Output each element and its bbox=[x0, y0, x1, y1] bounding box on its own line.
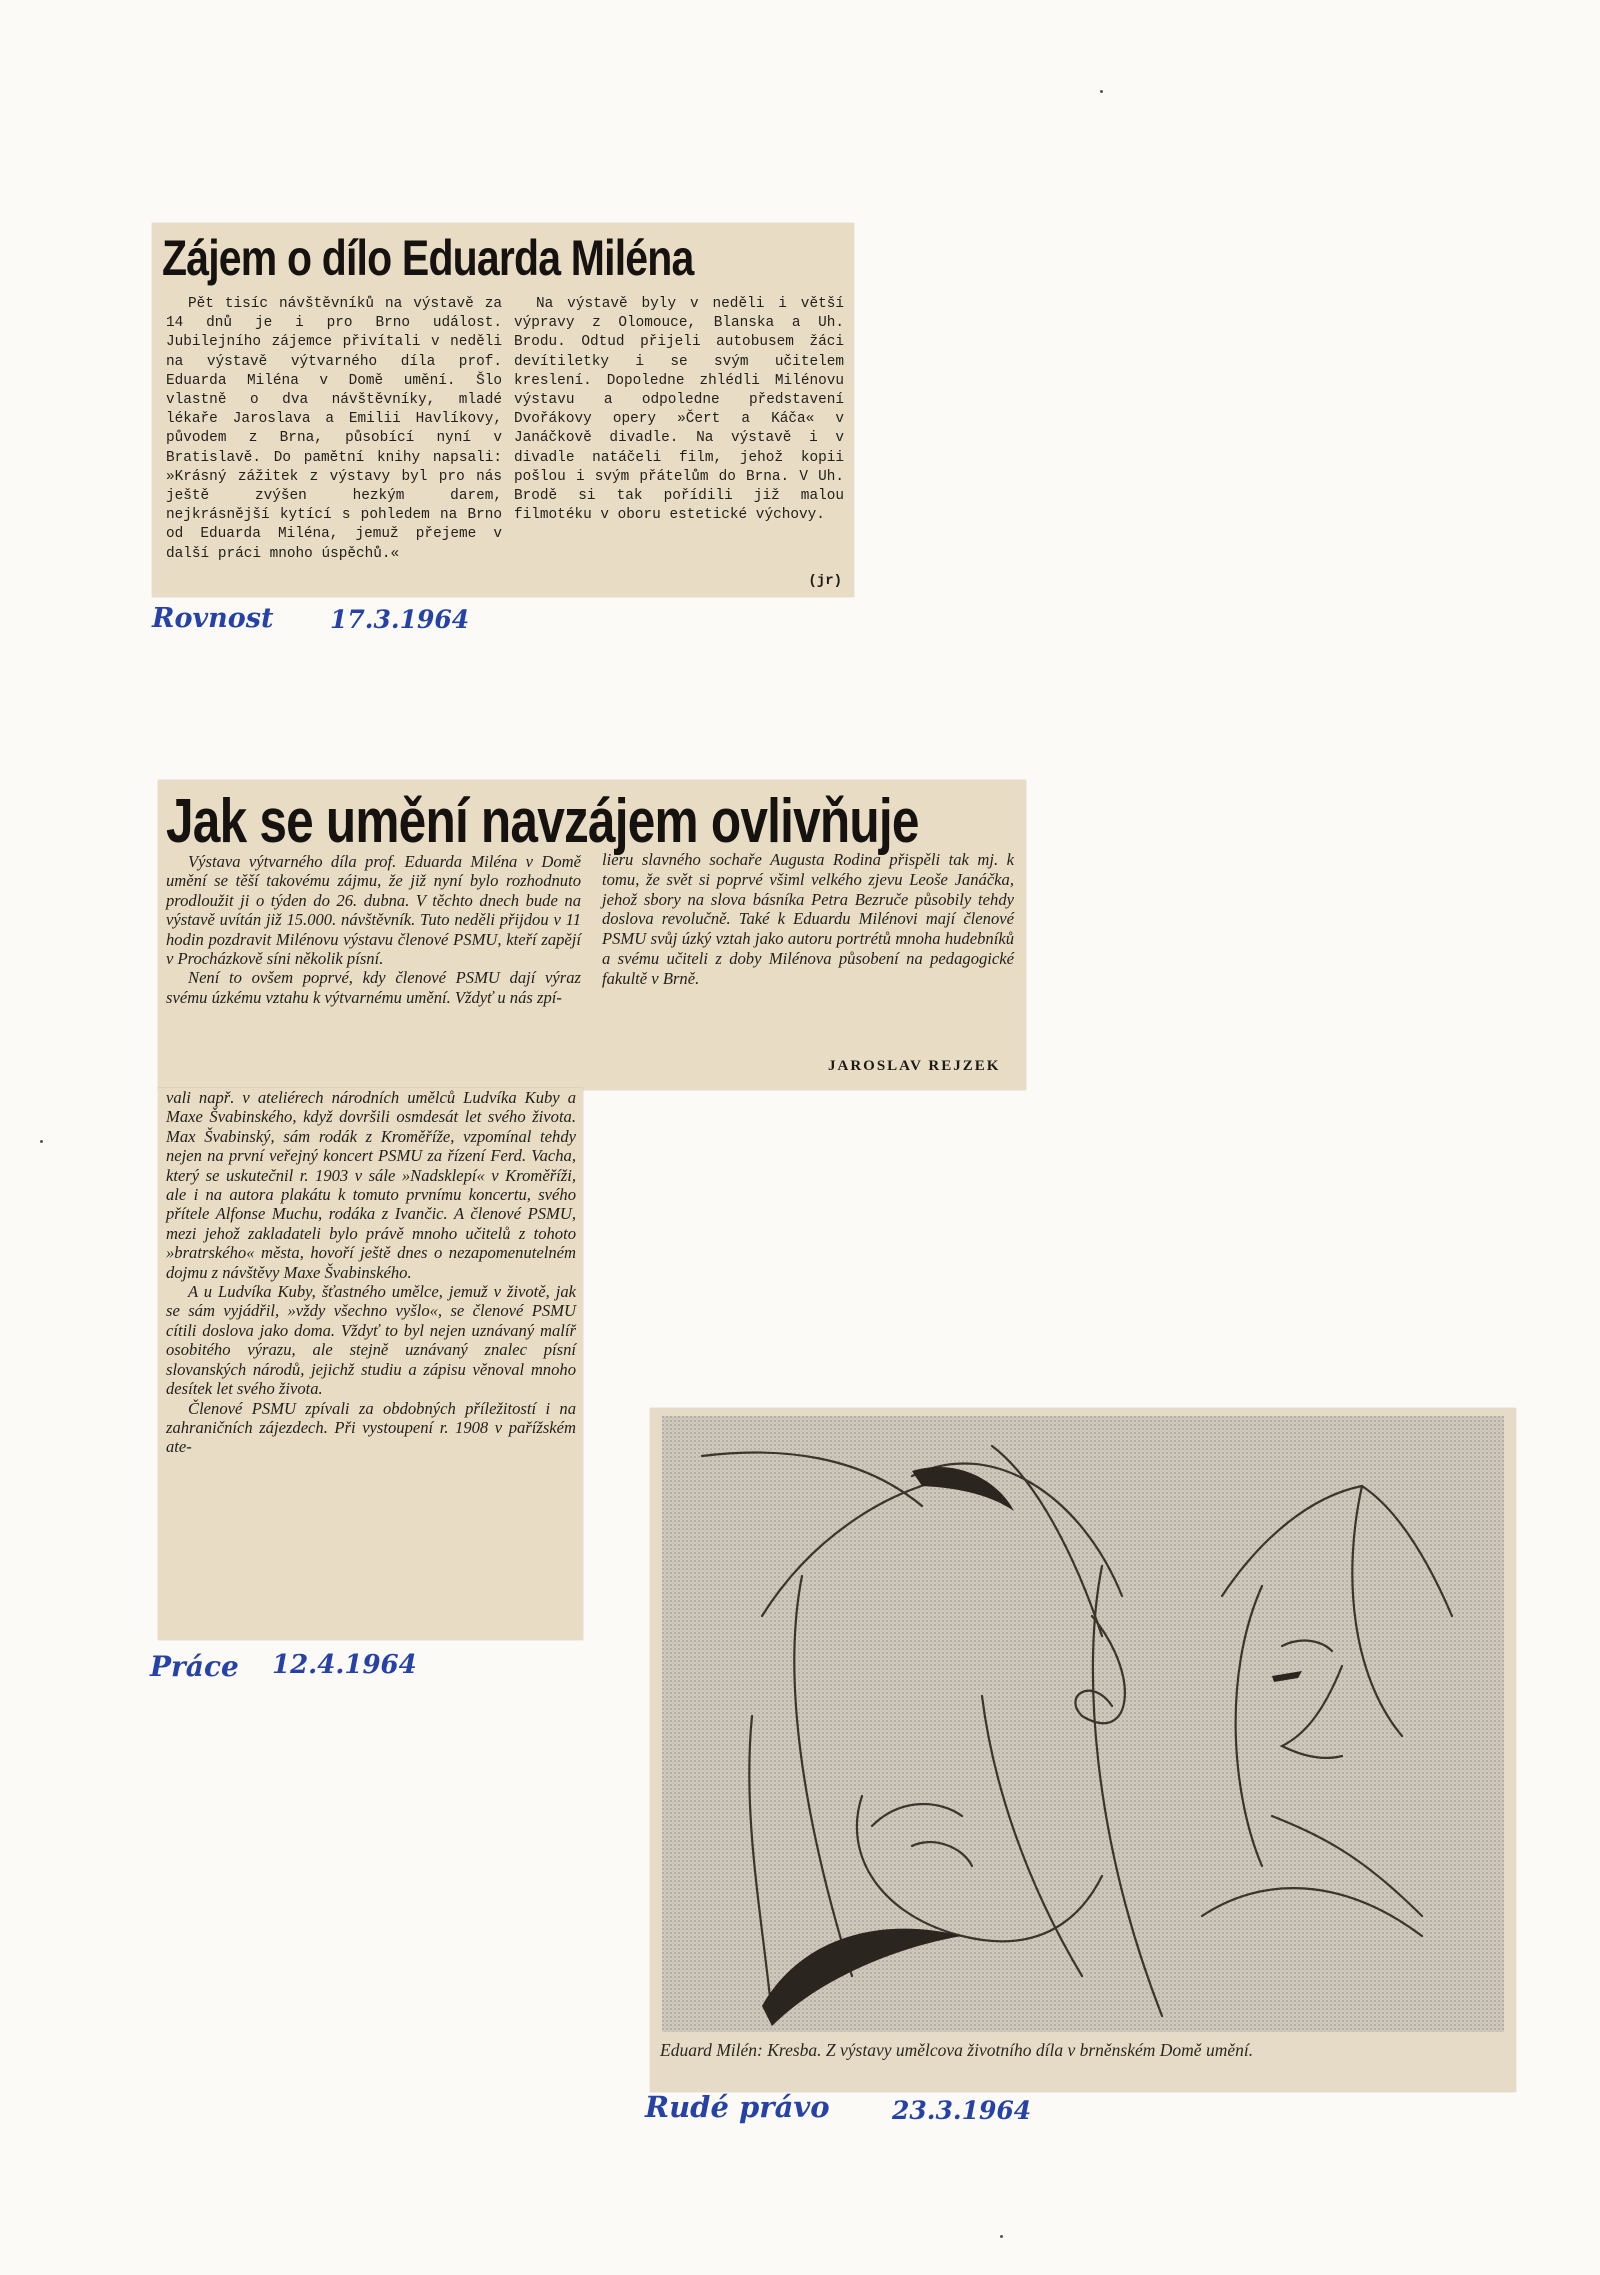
image-caption: Eduard Milén: Kresba. Z výstavy umělcova životního díla v brněnském Domě umění. bbox=[660, 2040, 1254, 2060]
clipping-prace-continuation bbox=[158, 1088, 583, 1640]
article-paragraph: Členové PSMU zpívali za obdobných příležitostí i na zahraničních zájezdech. Při vystoupení r. 1908 v pařížském ate- bbox=[166, 1398, 576, 1457]
article-column bbox=[166, 852, 581, 1007]
author-signature: (jr) bbox=[808, 573, 842, 589]
clipping-rovnost bbox=[152, 223, 854, 597]
paper-speck bbox=[1100, 90, 1103, 93]
handwritten-date: 17.3.1964 bbox=[330, 605, 470, 634]
article-column bbox=[602, 850, 1014, 989]
article-column bbox=[166, 1088, 576, 1457]
paper-speck bbox=[1000, 2235, 1003, 2238]
article-paragraph: Pět tisíc návštěvníků na výstavě za 14 dnů je i pro Brno událost. Jubilejního zájemce přivítali v neděli na výstavě výtvarného díla prof. Eduarda Miléna v Domě umění. Šlo vlastně o dva návštěvníky, mladé lékaře Jaroslava a Emilii Havlíkovy, původem z Brna, působící nyní v Bratislavě. Do pamětní knihy napsali: »Krásný zážitek z výstavy byl pro nás ještě zvýšen hezkým darem, nejkrásnější kytící s pohledem na Brno od Eduarda Miléna, jemuž přejeme v další práci mnoho úspěchů.« bbox=[166, 296, 502, 562]
drawing-image bbox=[662, 1416, 1504, 2032]
article-paragraph: vali např. v ateliérech národních umělců Ludvíka Kuby a Maxe Švabinského, když dovršili osmdesát let svého života. Max Švabinský, sám rodák z Kroměříže, vzpomínal tehdy nejen na první veřejný koncert PSMU za řízení Ferd. Vacha, který se uskutečnil r. 1903 v sále »Nadsklepí« v Kroměříži, ale i na autora plakátu k tomuto prvnímu koncertu, svého přítele Alfonse Muchu, rodáka z Ivančic. A členové PSMU, mezi jehož zakladateli bylo právě mnoho učitelů z tohoto »bratrského« města, hovoří ještě dnes o nezapomenutelném dojmu z návštěvy Maxe Švabinského. bbox=[166, 1088, 576, 1282]
handwritten-date: 12.4.1964 bbox=[272, 1650, 417, 1680]
handwritten-date: 23.3.1964 bbox=[892, 2096, 1032, 2125]
handwritten-source: Rovnost bbox=[152, 603, 274, 634]
article-column bbox=[514, 295, 844, 525]
headline: Zájem o dílo Eduarda Miléna bbox=[162, 230, 694, 286]
article-paragraph: lieru slavného sochaře Augusta Rodina přispěli tak mj. k tomu, že svět si poprvé všiml velkého zjevu Leoše Janáčka, jehož sbory na slova básníka Petra Bezruče působily tehdy doslova revolučně. Také k Eduardu Milénovi mají členové PSMU svůj úzký vztah jako autoru portrétů mnoha hudebníků a svému učiteli z doby Milénova působení na pedagogické fakultě v Brně. bbox=[602, 850, 1014, 988]
article-paragraph: Na výstavě byly v neděli i větší výpravy z Olomouce, Blanska a Uh. Brodu. Odtud přijeli autobusem žáci devítiletky i se svým učitelem kreslení. Dopoledne zhlédli Milénovu výstavu a odpoledne představení Dvořákovy opery »Čert a Káča« v Janáčkově divadle. Na výstavě i v divadle natáčeli film, jehož kopii pošlou i svým přátelům do Brna. V Uh. Brodě si tak pořídili již malou filmotéku v oboru estetické výchovy. bbox=[514, 296, 844, 524]
clipping-prace bbox=[158, 780, 1026, 1090]
handwritten-source: Práce bbox=[150, 1650, 239, 1683]
article-paragraph: A u Ludvíka Kuby, šťastného umělce, jemuž v životě, jak se sám vyjádřil, »vždy všechno vyšlo«, se členové PSMU cítili doslova jako doma. Vždyť to byl nejen uznávaný malíř osobitého výrazu, ale stejně uznávaný znalec písní slovanských národů, jejichž studiu a zápisu věnoval mnoho desítek let svého života. bbox=[166, 1282, 576, 1399]
clipping-rude-pravo bbox=[650, 1408, 1516, 2092]
paper-speck bbox=[40, 1140, 43, 1143]
headline: Jak se umění navzájem ovlivňuje bbox=[166, 787, 919, 856]
author-signature: JAROSLAV REJZEK bbox=[828, 1058, 1001, 1074]
handwritten-source: Rudé právo bbox=[645, 2090, 830, 2124]
article-paragraph: Výstava výtvarného díla prof. Eduarda Miléna v Domě umění se těší takovému zájmu, že již nyní bylo rozhodnuto prodloužit ji o týden do 26. dubna. V těchto dnech bude na výstavě uvítán již 15.000. návštěvník. Tuto neděli přijdou v 11 hodin pozdravit Milénovu výstavu členové PSMU, kteří zapějí v Procházkově síni několik písní. bbox=[166, 852, 581, 969]
article-paragraph: Není to ovšem poprvé, kdy členové PSMU dají výraz svému úzkému vztahu k výtvarnému umění. Vždyť u nás zpí- bbox=[166, 968, 581, 1007]
article-column bbox=[166, 295, 502, 564]
